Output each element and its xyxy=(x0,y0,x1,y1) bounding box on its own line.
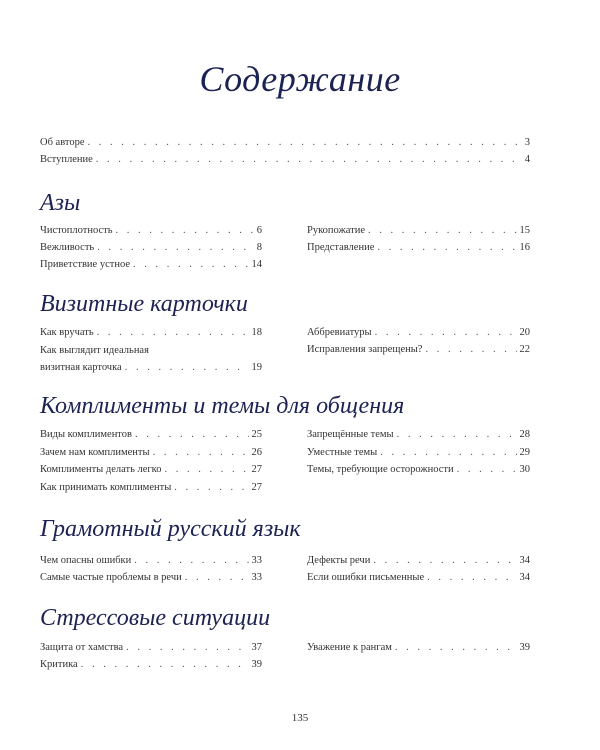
toc-entry-label: Если ошибки письменные xyxy=(307,572,425,583)
toc-entry-label: Защита от хамства xyxy=(40,642,124,653)
page-number: 135 xyxy=(291,712,309,724)
toc-entry[interactable] xyxy=(307,428,530,442)
leader-dots xyxy=(153,446,249,460)
toc-entry[interactable] xyxy=(307,554,530,568)
leader-dots xyxy=(373,554,516,568)
leader-dots xyxy=(97,326,249,340)
toc-entry-label: Уважение к рангам xyxy=(307,642,392,653)
toc-entry[interactable] xyxy=(307,463,530,477)
toc-entry-page: 22 xyxy=(519,344,530,355)
toc-entry-label: Уместные темы xyxy=(307,447,378,458)
toc-entry[interactable] xyxy=(307,641,530,655)
leader-dots xyxy=(165,463,249,477)
toc-entry-label: Чистоплотность xyxy=(40,225,113,236)
toc-entry-page: 4 xyxy=(524,154,530,165)
toc-entry-label: Зачем нам комплименты xyxy=(40,447,150,458)
section-heading-compliments: Комплименты и темы для общения xyxy=(40,393,405,419)
toc-entry-label: Исправления запрещены? xyxy=(307,344,423,355)
leader-dots xyxy=(375,326,517,340)
toc-entry-label: визитная карточка xyxy=(40,362,122,373)
toc-entry-page: 34 xyxy=(519,555,530,566)
toc-entry-page: 14 xyxy=(251,259,262,270)
toc-entry[interactable] xyxy=(40,258,262,272)
toc-entry-label: Об авторе xyxy=(40,137,85,148)
toc-entry-about-author[interactable] xyxy=(40,136,530,150)
toc-entry[interactable] xyxy=(40,658,262,672)
leader-dots xyxy=(97,241,254,255)
toc-entry-page: 37 xyxy=(251,642,262,653)
toc-entry-label-line1: Как выглядит идеальная xyxy=(40,345,149,356)
toc-entry-label: Как вручать xyxy=(40,327,94,338)
toc-entry-label: Запрещённые темы xyxy=(307,429,394,440)
toc-entry-page: 28 xyxy=(519,429,530,440)
toc-entry-page: 3 xyxy=(524,137,530,148)
toc-entry[interactable] xyxy=(40,463,262,477)
toc-entry[interactable] xyxy=(40,241,262,255)
toc-entry[interactable] xyxy=(40,361,262,375)
section-heading-basics: Азы xyxy=(40,190,81,216)
toc-entry-page: 33 xyxy=(251,572,262,583)
toc-entry[interactable] xyxy=(40,326,262,340)
toc-entry-label: Темы, требующие осторожности xyxy=(307,464,454,475)
leader-dots xyxy=(135,428,249,442)
toc-entry[interactable] xyxy=(307,224,530,238)
toc-entry-label: Чем опасны ошибки xyxy=(40,555,132,566)
leader-dots xyxy=(427,571,516,585)
toc-entry-page: 27 xyxy=(251,464,262,475)
toc-entry[interactable] xyxy=(40,224,262,238)
leader-dots xyxy=(425,343,516,357)
toc-entry[interactable] xyxy=(307,446,530,460)
toc-entry-label: Приветствие устное xyxy=(40,259,130,270)
toc-entry-page: 8 xyxy=(256,242,262,253)
leader-dots xyxy=(174,481,248,495)
toc-entry[interactable] xyxy=(307,343,530,357)
toc-entry-label: Критика xyxy=(40,659,78,670)
toc-entry[interactable] xyxy=(307,241,530,255)
toc-entry-label: Представление xyxy=(307,242,375,253)
toc-entry-label: Самые частые проблемы в речи xyxy=(40,572,182,583)
toc-entry-page: 30 xyxy=(519,464,530,475)
leader-dots xyxy=(116,224,254,238)
leader-dots xyxy=(457,463,517,477)
leader-dots xyxy=(81,658,249,672)
toc-entry-label: Вежливость xyxy=(40,242,95,253)
page-title: Содержание xyxy=(199,59,401,99)
toc-entry-page: 33 xyxy=(251,555,262,566)
toc-entry-page: 26 xyxy=(251,447,262,458)
toc-entry[interactable] xyxy=(307,326,530,340)
toc-entry-page: 39 xyxy=(519,642,530,653)
leader-dots xyxy=(185,571,249,585)
toc-entry[interactable] xyxy=(40,481,262,495)
toc-entry[interactable] xyxy=(40,446,262,460)
section-heading-business-cards: Визитные карточки xyxy=(40,291,248,317)
leader-dots xyxy=(134,554,248,568)
leader-dots xyxy=(88,136,522,150)
toc-entry-page: 27 xyxy=(251,482,262,493)
section-heading-stress-situations: Стрессовые ситуации xyxy=(40,605,271,631)
leader-dots xyxy=(96,153,522,167)
toc-entry-page: 15 xyxy=(519,225,530,236)
toc-entry[interactable] xyxy=(40,428,262,442)
leader-dots xyxy=(380,446,516,460)
section-heading-literate-russian: Грамотный русский язык xyxy=(40,516,301,542)
toc-entry-page: 34 xyxy=(519,572,530,583)
toc-entry-page: 19 xyxy=(251,362,262,373)
toc-entry-label: Аббревиатуры xyxy=(307,327,372,338)
toc-entry-label: Как принимать комплименты xyxy=(40,482,172,493)
leader-dots xyxy=(397,428,517,442)
toc-entry-label: Комплименты делать легко xyxy=(40,464,162,475)
leader-dots xyxy=(395,641,517,655)
toc-entry-page: 18 xyxy=(251,327,262,338)
toc-entry-page: 16 xyxy=(519,242,530,253)
toc-entry-label: Вступление xyxy=(40,154,93,165)
toc-entry-introduction[interactable] xyxy=(40,153,530,167)
toc-entry[interactable] xyxy=(40,571,262,585)
leader-dots xyxy=(125,361,249,375)
toc-entry-label: Рукопожатие xyxy=(307,225,366,236)
toc-entry[interactable] xyxy=(40,554,262,568)
toc-entry-page: 39 xyxy=(251,659,262,670)
toc-entry-label: Дефекты речи xyxy=(307,555,371,566)
toc-entry[interactable] xyxy=(307,571,530,585)
toc-entry-page: 29 xyxy=(519,447,530,458)
leader-dots xyxy=(133,258,249,272)
leader-dots xyxy=(126,641,248,655)
toc-entry-page: 25 xyxy=(251,429,262,440)
leader-dots xyxy=(377,241,516,255)
toc-entry[interactable] xyxy=(40,641,262,655)
toc-entry-page: 20 xyxy=(519,327,530,338)
leader-dots xyxy=(368,224,516,238)
toc-entry-page: 6 xyxy=(256,225,262,236)
toc-entry-label: Виды комплиментов xyxy=(40,429,132,440)
